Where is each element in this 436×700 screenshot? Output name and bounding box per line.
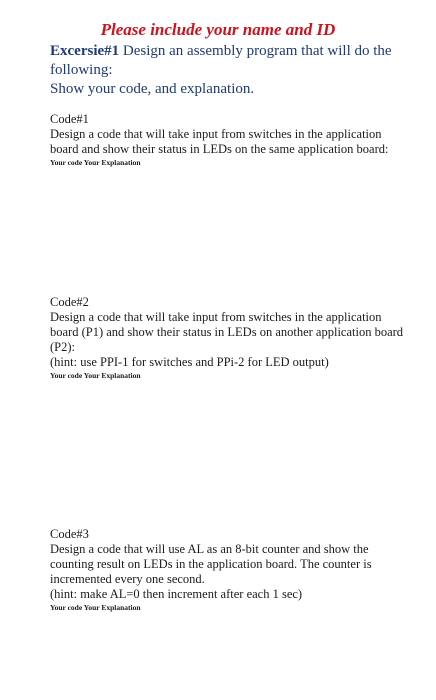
exercise-description: Design an assembly program that will do the following: bbox=[50, 43, 392, 78]
section-code-3 bbox=[50, 527, 410, 613]
answer-prompt: Your code Your Explanation bbox=[50, 603, 141, 612]
exercise-instruction: Show your code, and explanation. bbox=[50, 81, 255, 97]
section-code-1 bbox=[50, 112, 410, 168]
section-body: Design a code that will take input from switches in the application board (P1) and show their status in LEDs on another application board (P2): bbox=[50, 310, 404, 354]
section-body: Design a code that will take input from switches in the application board and show their status in LEDs on the same application board: bbox=[50, 127, 389, 156]
page-title: Please include your name and ID bbox=[100, 20, 336, 39]
section-title: Code#1 bbox=[50, 112, 89, 126]
section-code-2 bbox=[50, 295, 410, 381]
section-body: Design a code that will use AL as an 8-bit counter and show the counting result on LEDs in the application board. The counter is incremented every one second. bbox=[50, 542, 372, 586]
section-hint: (hint: use PPI-1 for switches and PPi-2 for LED output) bbox=[50, 355, 329, 369]
exercise-label: Excersie#1 bbox=[50, 43, 120, 59]
answer-prompt: Your code Your Explanation bbox=[50, 158, 141, 167]
section-title: Code#3 bbox=[50, 527, 89, 541]
section-hint: (hint: make AL=0 then increment after each 1 sec) bbox=[50, 587, 303, 601]
answer-prompt: Your code Your Explanation bbox=[50, 371, 141, 380]
section-title: Code#2 bbox=[50, 295, 89, 309]
exercise-intro bbox=[50, 42, 420, 99]
